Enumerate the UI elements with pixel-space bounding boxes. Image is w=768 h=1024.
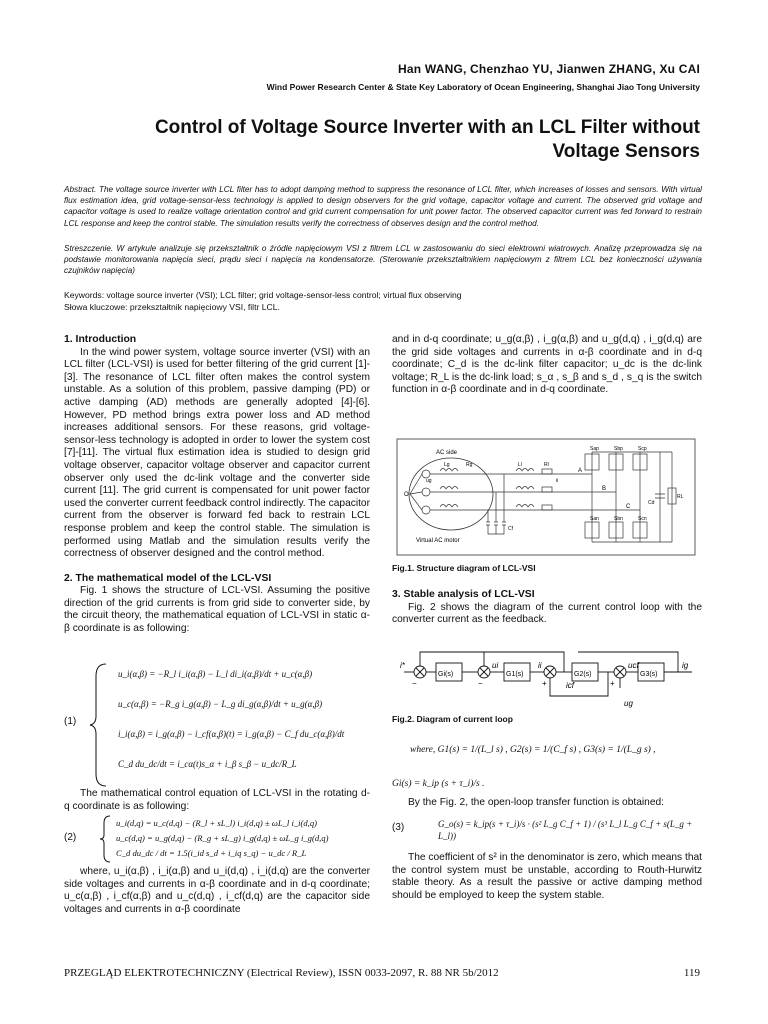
transfer-definitions: where, G1(s) = 1/(L_l s) , G2(s) = 1/(C_f s) , G3(s) = 1/(L_g s) ,: [410, 745, 656, 755]
keywords-block: [64, 290, 702, 313]
equation-1-number: (1): [64, 716, 77, 727]
equation-1: [118, 668, 370, 778]
coefficient-text: [392, 852, 702, 902]
fig2-ug: ug: [624, 699, 633, 708]
fig2-i-star: i*: [400, 661, 405, 670]
fig1-rl: RL: [677, 494, 684, 500]
fig2-ucf: ucf: [628, 661, 639, 670]
page-number: 119: [683, 967, 700, 979]
fig1-cd: Cd: [648, 500, 655, 506]
right-column-top: [392, 334, 702, 397]
stability-paragraph: Fig. 2 shows the diagram of the current control loop with the converter current as the feedback.: [392, 601, 702, 626]
fig1-rg: Rg: [466, 462, 473, 468]
coefficient-paragraph: The coefficient of s² in the denominator is zero, which means that the control system must be unstable, according to Routh-Hurwitz stable theory. As a result the passive or active damping method should be employed to keep the system stable.: [392, 852, 702, 901]
keywords: Keywords: voltage source inverter (VSI); LCL filter; grid voltage-sensor-less control; virtual flux observing: [64, 290, 462, 300]
equation-2-line-1: u_i(d,q) = u_c(d,q) − (R_l + sL_l) i_i(d,q) ± ωL_l i_i(d,q): [116, 818, 317, 828]
continuation-paragraph: and in d-q coordinate; u_g(α,β) , i_g(α,β) and u_g(d,q) , i_g(d,q) are the grid side voltages and currents in α-β coordinate and in d-q coordinate; C_d is the dc-link filter capacitor; u_dc is the dc-link voltage; R_L is the dc-link load; s_α , s_β and s_d , s_q is the switch function in α-β coordinate and in d-q coordinate.: [392, 334, 702, 396]
openloop-paragraph: By the Fig. 2, the open-loop transfer function is obtained:: [408, 797, 664, 808]
equation-1-line-1: u_i(α,β) = −R_l i_i(α,β) − L_l di_i(α,β)/dt + u_c(α,β): [118, 669, 313, 679]
fig2-sign-plus-2: +: [610, 679, 615, 688]
fig1-rl-series: Rl: [544, 462, 549, 468]
abstract: Abstract. The voltage source inverter with LCL filter has to adopt damping method to suppress the resonance of LCL filter, which increases of losses and sensors. With virtual flux estimation idea, grid voltage-sensor-less technology is applied to design observers for the grid voltage, capacitor voltage and current. The observed grid voltage and capacitor voltage is used to realize voltage orientation control and grid current compensation for unit power factor. The observed capacitor current was fed forward to restrain LCL response and keep the control stable. The simulation results verify the correctness of observes design and the control method.: [64, 185, 702, 228]
where-paragraph-1: where, u_i(α,β) , i_i(α,β) and u_i(d,q) , i_i(d,q) are the converter side voltages and currents in α-β coordinate and in d-q coordinate; u_c(α,β) , i_cf(α,β) and u_c(d,q) , i_cf(d,q) are the capacitor side voltages and currents in α-β coordinate: [64, 866, 370, 915]
fig2-g3-block: G3(s): [640, 671, 658, 678]
fig2-g2-block: G2(s): [574, 671, 592, 678]
fig2-gi-block: G1(s): [506, 671, 524, 678]
fig1-node-c: C: [626, 504, 631, 510]
figure-2-block-diagram: [398, 646, 698, 710]
fig1-node-a: A: [578, 468, 583, 474]
figure-1-circuit: [396, 438, 696, 556]
fig1-scp: Scp: [638, 446, 647, 452]
fig1-cf: Cf: [508, 526, 513, 532]
fig1-node-b: B: [602, 486, 607, 492]
figure-1-caption: Fig.1. Structure diagram of LCL-VSI: [392, 563, 536, 573]
figure-2-caption: Fig.2. Diagram of current loop: [392, 714, 513, 724]
section-heading-model: 2. The mathematical model of the LCL-VSI: [64, 572, 272, 584]
fig2-ii: ii: [538, 661, 542, 670]
fig2-ig: ig: [682, 661, 689, 670]
fig2-sign-plus-1: +: [542, 679, 547, 688]
equation-3: G_o(s) = k_ip(s + τ_i)/s · (s² L_g C_f + 1) / (s³ L_l L_g C_f + s(L_g + L_l)): [438, 819, 693, 841]
fig1-san: San: [590, 516, 599, 522]
rotating-text: [64, 788, 370, 813]
equation-2-brace: [98, 815, 114, 863]
fig1-ug: ug: [426, 478, 432, 484]
fig1-ac-side-label: AC side: [436, 450, 458, 456]
model-paragraph: Fig. 1 shows the structure of LCL-VSI. Assuming the positive direction of the grid currents is from grid side to converter side, by the circuit theory, the mathematical equation of LCL-VSI in static α-β coordinate is as following:: [64, 585, 370, 635]
fig2-g1-block: Gi(s): [438, 671, 454, 678]
fig2-sign-minus-1: −: [412, 679, 417, 688]
fig1-sbp: Sbp: [614, 446, 623, 452]
section-heading-stability: 3. Stable analysis of LCL-VSI: [392, 589, 535, 600]
where-text-1: [64, 866, 370, 916]
fig1-ii: ii: [556, 478, 559, 484]
equation-1-line-2: u_c(α,β) = −R_g i_g(α,β) − L_g di_g(α,β)/dt + u_g(α,β): [118, 699, 323, 709]
rotating-paragraph: The mathematical control equation of LCL-VSI in the rotating d-q coordinate is as following:: [64, 788, 370, 812]
equation-3-number: (3): [392, 822, 405, 833]
journal-footer: PRZEGLĄD ELEKTROTECHNICZNY (Electrical Review), ISSN 0033-2097, R. 88 NR 5b/2012: [64, 967, 499, 979]
fig2-ui: ui: [492, 661, 499, 670]
fig1-sap: Sap: [590, 446, 599, 452]
fig1-lg: Lg: [444, 462, 450, 468]
left-column: [64, 334, 370, 636]
gi-definition: Gi(s) = k_ip (s + τ_i)/s .: [392, 779, 485, 789]
authors: Han WANG, Chenzhao YU, Jianwen ZHANG, Xu CAI: [398, 62, 700, 76]
equation-2-number: (2): [64, 832, 77, 843]
keywords-polish: Słowa kluczowe: przekształtnik napięciowy VSI, filtr LCL.: [64, 301, 280, 312]
fig1-virtual-motor-label: Virtual AC motor: [416, 538, 460, 544]
fig1-scn: Scn: [638, 516, 647, 522]
fig2-icf: icf: [566, 681, 574, 690]
paper-title: Control of Voltage Source Inverter with an LCL Filter without Voltage Sensors: [154, 117, 700, 162]
openloop-text: [392, 797, 702, 810]
section-heading-introduction: 1. Introduction: [64, 334, 137, 345]
equation-1-line-4: C_d du_dc/dt = i_cα(t)s_α + i_β s_β − u_dc/R_L: [118, 759, 297, 769]
equation-1-line-3: i_i(α,β) = i_g(α,β) − i_cf(α,β)(t) = i_g(α,β) − C_f du_c(α,β)/dt: [118, 729, 345, 739]
equation-2: [116, 816, 372, 861]
fig1-ll: Ll: [518, 462, 522, 468]
affiliation: Wind Power Research Center & State Key Laboratory of Ocean Engineering, Shanghai Jiao Tong University: [266, 82, 700, 92]
introduction-paragraph: In the wind power system, voltage source inverter (VSI) with an LCL filter (LCL-VSI) is used for better filtering of the grid current [1]-[3]. The resonance of LCL filter often makes the control system unstable. As a solution of this problem, passive damping (PD) or active damping (AD) methods are generally adopted [4]-[6]. However, PD method brings extra power loss and AD method increases additional sensors. For these reasons, grid voltage-sensor-less technology is adopted in order to lower the system cost [7]-[11]. The virtual flux estimation idea is studied to design grid voltage observer, capacitor voltage observer and capacitor current observer only used the dc-link voltage and the converter side current [11]. The grid current is compensated for unit power factor used the converter current feedback control indirectly. The capacitor current from the observer is forward fed back to restrain LCL response problem and keep the control stable. The simulation is performed using Matlab and the simulation results verify the correctness of observer designed and the control method.: [64, 346, 370, 560]
stability-section: [392, 589, 702, 627]
equation-2-line-2: u_c(d,q) = u_g(d,q) − (R_g + sL_g) i_g(d,q) ± ωL_g i_g(d,q): [116, 833, 329, 843]
fig2-sign-minus-2: −: [478, 679, 483, 688]
fig1-node-o: O: [404, 492, 409, 498]
fig1-sbn: Sbn: [614, 516, 623, 522]
abstract-polish: Streszczenie. W artykule analizuje się przekształtnik o źródle napięciowym VSI z filtrem LCL w zastosowaniu do sieci elektrowni wiatrowych. Analizę przeprowadza się na podstawie monitorowania napięcia sieci, prądu sieci i napięcia na kondensatorze. (Sterowanie przekształtnikiem napięciowym z filtrem LCL bez konieczności używania czujników napięcia): [64, 244, 702, 276]
equation-2-line-3: C_d du_dc / dt = 1.5(i_id s_d + i_iq s_q) − u_dc / R_L: [116, 848, 307, 858]
equation-1-brace: [88, 662, 112, 788]
